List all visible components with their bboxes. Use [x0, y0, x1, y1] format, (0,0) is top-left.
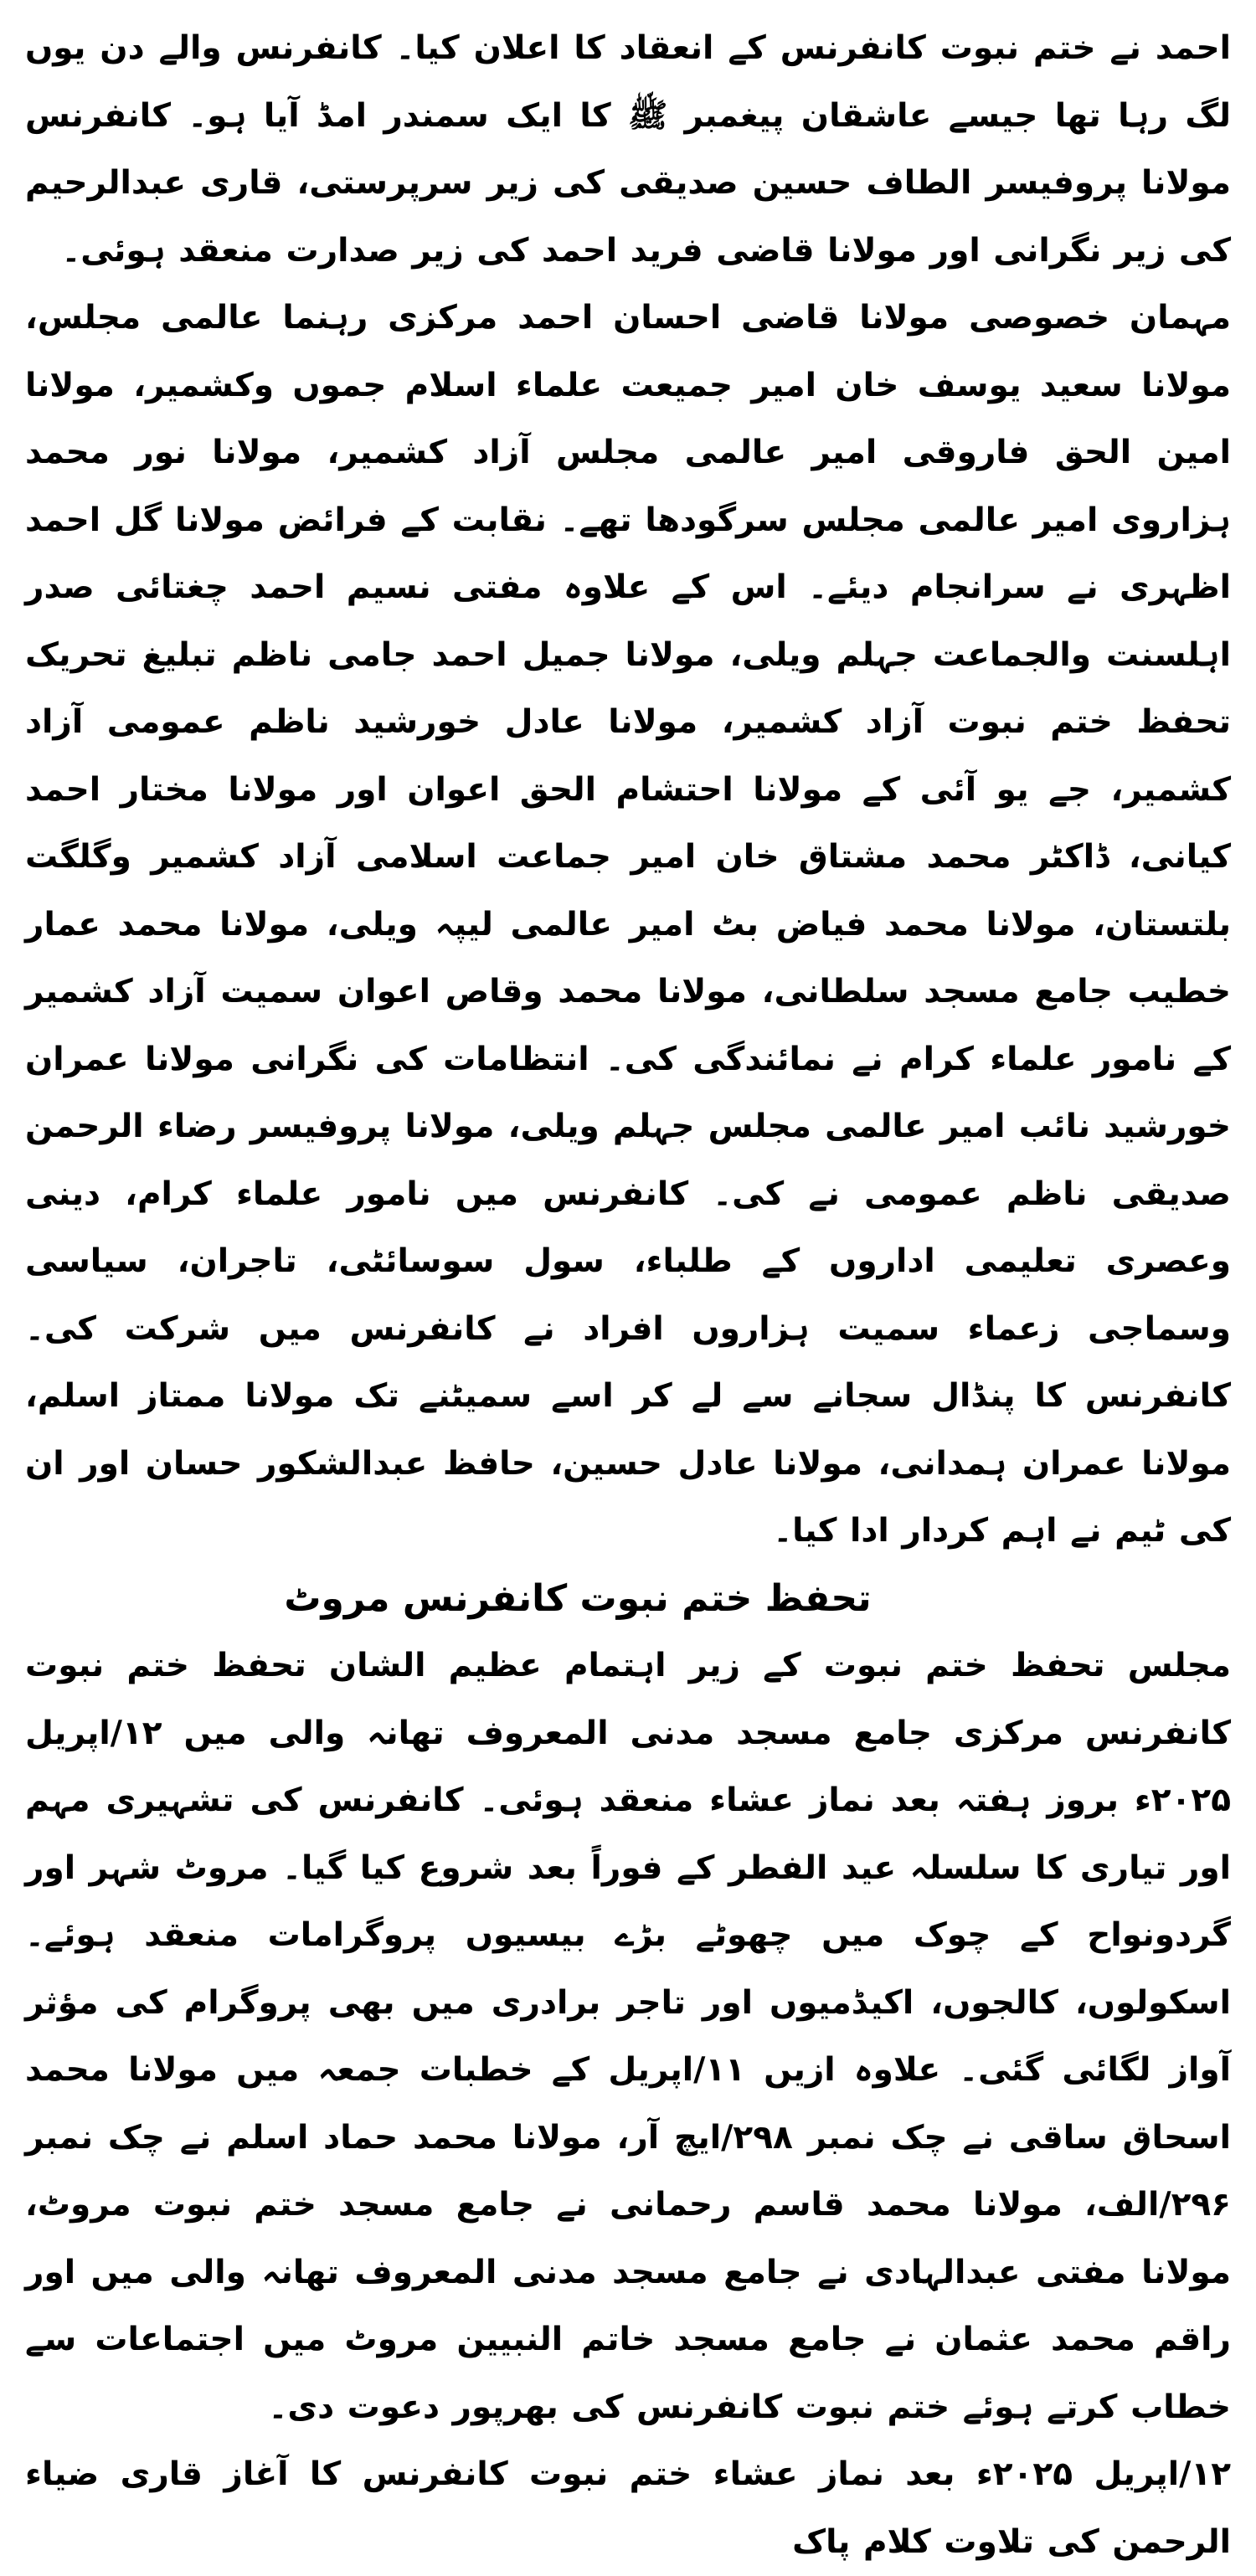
article-paragraph: ۱۲/اپریل ۲۰۲۵ء بعد نماز عشاء ختم نبوت کانفرنس کا آغاز قاری ضیاء الرحمن کی تلاوت کلام پاک	[25, 2455, 1231, 2561]
article-paragraph: مجلس تحفظ ختم نبوت کے زیر اہتمام عظیم الشان تحفظ ختم نبوت کانفرنس مرکزی جامع مسجد مدنی المعروف تھانہ والی میں ۱۲/اپریل ۲۰۲۵ء بروز ہفتہ بعد نماز عشاء منعقد ہوئی۔ کانفرنس کی تشہیری مہم اور تیاری کا سلسلہ عید الفطر کے فوراً بعد شروع کیا گیا۔ مروٹ شہر اور گردونواح کے چوک میں چھوٹے بڑے بیسیوں پروگرامات منعقد ہوئے۔ اسکولوں، کالجوں، اکیڈمیوں اور تاجر برادری میں بھی پروگرام کی مؤثر آواز لگائی گئی۔ علاوہ ازیں ۱۱/اپریل کے خطبات جمعہ میں مولانا محمد اسحاق ساقی نے چک نمبر ۲۹۸/ایچ آر، مولانا محمد حماد اسلم نے چک نمبر ۲۹۶/الف، مولانا محمد قاسم رحمانی نے جامع مسجد ختم نبوت مروٹ، مولانا مفتی عبدالہادی نے جامع مسجد مدنی المعروف تھانہ والی میں اور راقم محمد عثمان نے جامع مسجد خاتم النبیین مروٹ میں اجتماعات سے خطاب کرتے ہوئے ختم نبوت کانفرنس کی بھرپور دعوت دی۔	[25, 1647, 1231, 2426]
article-page	[25, 15, 1231, 2561]
article-paragraph: احمد نے ختم نبوت کانفرنس کے انعقاد کا اعلان کیا۔ کانفرنس والے دن یوں لگ رہا تھا جیسے عاشقان پیغمبر ﷺ کا ایک سمندر امڈ آیا ہو۔ کانفرنس مولانا پروفیسر الطاف حسین صدیقی کی زیر سرپرستی، قاری عبدالرحیم کی زیر نگرانی اور مولانا قاضی فرید احمد کی زیر صدارت منعقد ہوئی۔	[25, 29, 1231, 270]
section-heading: تحفظ ختم نبوت کانفرنس مروٹ	[284, 1576, 872, 1620]
article-paragraph: مہمان خصوصی مولانا قاضی احسان احمد مرکزی رہنما عالمی مجلس، مولانا سعید یوسف خان امیر جمیعت علماء اسلام جموں وکشمیر، مولانا امین الحق فاروقی امیر عالمی مجلس آزاد کشمیر، مولانا نور محمد ہزاروی امیر عالمی مجلس سرگودھا تھے۔ نقابت کے فرائض مولانا گل احمد اظہری نے سرانجام دیئے۔ اس کے علاوہ مفتی نسیم احمد چغتائی صدر اہلسنت والجماعت جہلم ویلی، مولانا جمیل احمد جامی ناظم تبلیغ تحریک تحفظ ختم نبوت آزاد کشمیر، مولانا عادل خورشید ناظم عمومی آزاد کشمیر، جے یو آئی کے مولانا احتشام الحق اعوان اور مولانا مختار احمد کیانی، ڈاکٹر محمد مشتاق خان امیر جماعت اسلامی آزاد کشمیر وگلگت بلتستان، مولانا محمد فیاض بٹ امیر عالمی لیپہ ویلی، مولانا محمد عمار خطیب جامع مسجد سلطانی، مولانا محمد وقاص اعوان سمیت آزاد کشمیر کے نامور علماء کرام نے نمائندگی کی۔ انتظامات کی نگرانی مولانا عمران خورشید نائب امیر عالمی مجلس جہلم ویلی، مولانا پروفیسر رضاء الرحمن صدیقی ناظم عمومی نے کی۔ کانفرنس میں نامور علماء کرام، دینی وعصری تعلیمی اداروں کے طلباء، سول سوسائٹی، تاجران، سیاسی وسماجی زعماء سمیت ہزاروں افراد نے کانفرنس میں شرکت کی۔ کانفرنس کا پنڈال سجانے سے لے کر اسے سمیٹنے تک مولانا ممتاز اسلم، مولانا عمران ہمدانی، مولانا عادل حسین، حافظ عبدالشکور حسان اور ان کی ٹیم نے اہم کردار ادا کیا۔	[25, 299, 1231, 1550]
